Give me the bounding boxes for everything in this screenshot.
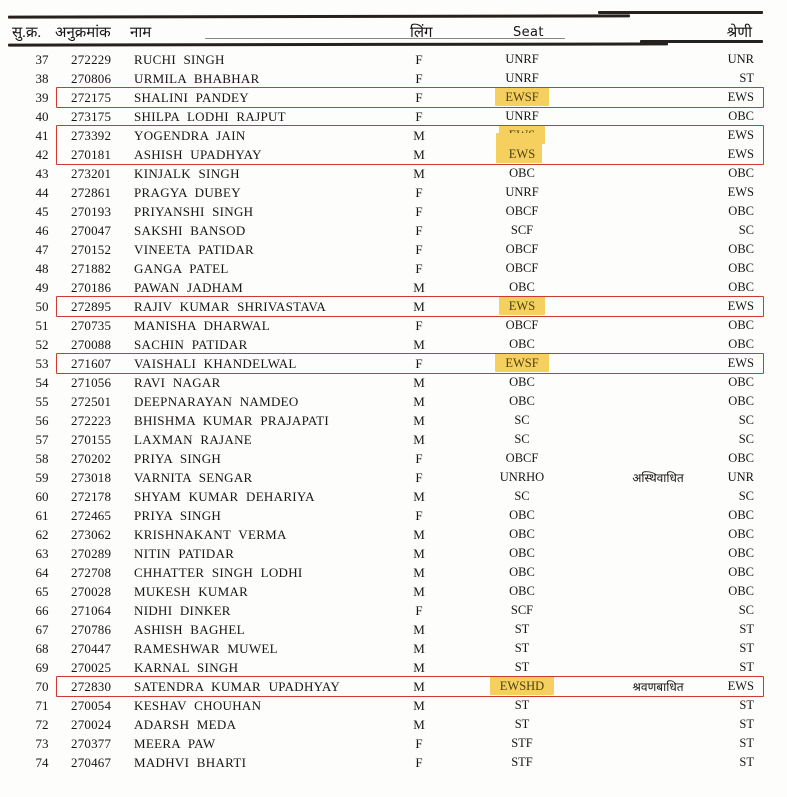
seat-cell: UNRF bbox=[505, 185, 539, 199]
remark-cell: श्रवणबाधित bbox=[632, 680, 684, 694]
table-row bbox=[0, 88, 787, 107]
seat-cell: STF bbox=[511, 736, 533, 750]
gender-cell: F bbox=[415, 450, 423, 466]
roll-cell: 270289 bbox=[71, 545, 112, 561]
name-cell: MUKESH KUMAR bbox=[134, 583, 249, 599]
serial-cell: 64 bbox=[35, 564, 49, 580]
seat-cell: OBCF bbox=[505, 451, 539, 465]
roll-cell: 270186 bbox=[71, 279, 112, 295]
serial-cell: 69 bbox=[35, 659, 49, 675]
seat-cell: ST bbox=[514, 698, 530, 712]
table-row bbox=[0, 468, 787, 487]
category-cell: OBC bbox=[728, 565, 754, 579]
seat-cell: OBC bbox=[509, 546, 535, 560]
table-row bbox=[0, 373, 787, 392]
name-cell: KARNAL SINGH bbox=[134, 659, 239, 675]
roll-cell: 270193 bbox=[71, 203, 112, 219]
seat-cell: UNRF bbox=[505, 52, 539, 66]
gender-cell: M bbox=[413, 393, 425, 409]
serial-cell: 53 bbox=[35, 355, 49, 371]
table-row bbox=[0, 544, 787, 563]
remark-cell: अस्थिवाधित bbox=[632, 471, 684, 485]
roll-cell: 270377 bbox=[71, 735, 112, 751]
serial-cell: 40 bbox=[35, 108, 49, 124]
gender-cell: F bbox=[415, 222, 423, 238]
name-cell: YOGENDRA JAIN bbox=[134, 127, 246, 143]
serial-cell: 57 bbox=[35, 431, 49, 447]
name-cell: PRIYA SINGH bbox=[134, 507, 222, 523]
roll-cell: 272175 bbox=[71, 89, 112, 105]
table-row bbox=[0, 753, 787, 772]
seat-value-highlight: EWS bbox=[508, 299, 536, 313]
category-cell: EWS bbox=[727, 185, 754, 199]
table-row bbox=[0, 582, 787, 601]
name-cell: SATENDRA KUMAR UPADHYAY bbox=[134, 678, 341, 694]
name-cell: MADHVI BHARTI bbox=[134, 754, 247, 770]
roll-cell: 272861 bbox=[71, 184, 112, 200]
roll-cell: 270024 bbox=[71, 716, 112, 732]
category-cell: OBC bbox=[728, 109, 754, 123]
roll-cell: 271607 bbox=[71, 355, 112, 371]
seat-value-highlight: EWS bbox=[508, 147, 536, 161]
gender-cell: M bbox=[413, 298, 425, 314]
roll-cell: 272708 bbox=[71, 564, 112, 580]
serial-cell: 72 bbox=[35, 716, 49, 732]
roll-cell: 270735 bbox=[71, 317, 112, 333]
seat-cell: OBC bbox=[509, 375, 535, 389]
table-row bbox=[0, 221, 787, 240]
seat-cell: UNRF bbox=[505, 71, 539, 85]
gender-cell: F bbox=[415, 355, 423, 371]
name-cell: SACHIN PATIDAR bbox=[134, 336, 248, 352]
roll-cell: 273175 bbox=[71, 108, 112, 124]
serial-cell: 67 bbox=[35, 621, 49, 637]
table-row bbox=[0, 430, 787, 449]
gender-cell: F bbox=[415, 602, 423, 618]
serial-cell: 59 bbox=[35, 469, 49, 485]
table-row bbox=[0, 164, 787, 183]
seat-cell: OBCF bbox=[505, 318, 539, 332]
table-row bbox=[0, 392, 787, 411]
name-cell: PAWAN JADHAM bbox=[134, 279, 244, 295]
seat-cell: OBC bbox=[509, 565, 535, 579]
roll-cell: 270202 bbox=[71, 450, 112, 466]
roll-cell: 271056 bbox=[71, 374, 112, 390]
serial-cell: 63 bbox=[35, 545, 49, 561]
table-row bbox=[0, 259, 787, 278]
table-row bbox=[0, 696, 787, 715]
serial-cell: 52 bbox=[35, 336, 49, 352]
roll-cell: 273201 bbox=[71, 165, 112, 181]
serial-cell: 55 bbox=[35, 393, 49, 409]
table-row bbox=[0, 240, 787, 259]
serial-cell: 74 bbox=[35, 754, 49, 770]
category-cell: UNR bbox=[727, 470, 754, 484]
name-cell: SHALINI PANDEY bbox=[134, 89, 249, 105]
category-cell: ST bbox=[739, 755, 754, 769]
gender-cell: M bbox=[413, 697, 425, 713]
roll-cell: 270152 bbox=[71, 241, 112, 257]
category-cell: OBC bbox=[728, 337, 754, 351]
gender-cell: M bbox=[413, 583, 425, 599]
gender-cell: F bbox=[415, 507, 423, 523]
serial-cell: 54 bbox=[35, 374, 49, 390]
category-cell: ST bbox=[739, 71, 754, 85]
seat-cell: OBC bbox=[509, 527, 535, 541]
name-cell: ASHISH BAGHEL bbox=[134, 621, 245, 637]
seat-cell: OBC bbox=[509, 508, 535, 522]
category-cell: UNR bbox=[727, 52, 754, 66]
roll-cell: 272229 bbox=[71, 51, 112, 67]
category-cell: EWS bbox=[727, 128, 754, 142]
seat-cell: SC bbox=[514, 489, 530, 503]
table-row bbox=[0, 487, 787, 506]
category-cell: SC bbox=[738, 489, 754, 503]
gender-cell: F bbox=[415, 317, 423, 333]
table-row bbox=[0, 715, 787, 734]
category-cell: OBC bbox=[728, 166, 754, 180]
serial-cell: 56 bbox=[35, 412, 49, 428]
seat-cell bbox=[449, 679, 579, 694]
roll-cell: 270786 bbox=[71, 621, 112, 637]
name-cell: NIDHI DINKER bbox=[134, 602, 231, 618]
table-row bbox=[0, 734, 787, 753]
table-row bbox=[0, 126, 787, 145]
gender-cell: F bbox=[415, 754, 423, 770]
gender-cell: M bbox=[413, 431, 425, 447]
serial-cell: 39 bbox=[35, 89, 49, 105]
gender-cell: M bbox=[413, 659, 425, 675]
name-cell: RAMESHWAR MUWEL bbox=[134, 640, 278, 656]
table-row bbox=[0, 107, 787, 126]
gender-cell: F bbox=[415, 469, 423, 485]
seat-value-highlight: EWSHD bbox=[499, 679, 545, 693]
roll-cell: 273018 bbox=[71, 469, 112, 485]
serial-cell: 48 bbox=[35, 260, 49, 276]
name-cell: MEERA PAW bbox=[134, 735, 216, 751]
roll-cell: 270028 bbox=[71, 583, 112, 599]
name-cell: PRAGYA DUBEY bbox=[134, 184, 241, 200]
table-row bbox=[0, 316, 787, 335]
table-row bbox=[0, 335, 787, 354]
category-cell: OBC bbox=[728, 280, 754, 294]
gender-cell: M bbox=[413, 336, 425, 352]
serial-cell: 71 bbox=[35, 697, 49, 713]
category-cell: SC bbox=[738, 432, 754, 446]
column-header-roll-number: अनुक्रमांक bbox=[55, 25, 111, 41]
name-cell: VARNITA SENGAR bbox=[134, 469, 253, 485]
name-cell: ADARSH MEDA bbox=[134, 716, 237, 732]
header-bottom-rule-artifact bbox=[205, 38, 565, 39]
table-row bbox=[0, 525, 787, 544]
roll-cell: 270088 bbox=[71, 336, 112, 352]
table-row bbox=[0, 449, 787, 468]
serial-cell: 42 bbox=[35, 146, 49, 162]
roll-cell: 270806 bbox=[71, 70, 112, 86]
serial-cell: 37 bbox=[35, 51, 49, 67]
category-cell: OBC bbox=[728, 375, 754, 389]
table-top-rule-offset bbox=[598, 11, 763, 14]
seat-cell: STF bbox=[511, 755, 533, 769]
column-header-serial: सु.क्र. bbox=[12, 25, 42, 41]
table-row bbox=[0, 145, 787, 164]
seat-cell: ST bbox=[514, 660, 530, 674]
gender-cell: M bbox=[413, 165, 425, 181]
name-cell: LAXMAN RAJANE bbox=[134, 431, 253, 447]
seat-cell: OBC bbox=[509, 584, 535, 598]
serial-cell: 68 bbox=[35, 640, 49, 656]
category-cell: OBC bbox=[728, 242, 754, 256]
seat-cell bbox=[449, 356, 579, 371]
seat-cell bbox=[449, 147, 579, 162]
serial-cell: 62 bbox=[35, 526, 49, 542]
name-cell: BHISHMA KUMAR PRAJAPATI bbox=[134, 412, 330, 428]
roll-cell: 273392 bbox=[71, 127, 112, 143]
category-cell: ST bbox=[739, 660, 754, 674]
name-cell: PRIYA SINGH bbox=[134, 450, 222, 466]
table-row bbox=[0, 354, 787, 373]
serial-cell: 45 bbox=[35, 203, 49, 219]
roll-cell: 270047 bbox=[71, 222, 112, 238]
name-cell: URMILA BHABHAR bbox=[134, 70, 260, 86]
serial-cell: 60 bbox=[35, 488, 49, 504]
name-cell: CHHATTER SINGH LODHI bbox=[134, 564, 303, 580]
seat-cell: UNRF bbox=[505, 109, 539, 123]
roll-cell: 270447 bbox=[71, 640, 112, 656]
roll-cell: 272895 bbox=[71, 298, 112, 314]
seat-value-highlight: EWSF bbox=[505, 90, 539, 104]
category-cell: ST bbox=[739, 622, 754, 636]
name-cell: SAKSHI BANSOD bbox=[134, 222, 246, 238]
gender-cell: F bbox=[415, 108, 423, 124]
column-header-name: नाम bbox=[130, 25, 152, 41]
category-cell: SC bbox=[738, 603, 754, 617]
name-cell: KINJALK SINGH bbox=[134, 165, 240, 181]
table-row bbox=[0, 677, 787, 696]
seat-cell: SC bbox=[514, 413, 530, 427]
seat-value-highlight: EWSF bbox=[505, 356, 539, 370]
category-cell: EWS bbox=[727, 679, 754, 693]
column-header-gender: लिंग bbox=[410, 25, 433, 41]
category-cell: EWS bbox=[727, 147, 754, 161]
category-cell: OBC bbox=[728, 261, 754, 275]
category-cell: SC bbox=[738, 223, 754, 237]
roll-cell: 272830 bbox=[71, 678, 112, 694]
name-cell: ASHISH UPADHYAY bbox=[134, 146, 262, 162]
gender-cell: M bbox=[413, 716, 425, 732]
table-row bbox=[0, 506, 787, 525]
category-cell: ST bbox=[739, 641, 754, 655]
category-cell: ST bbox=[739, 717, 754, 731]
seat-cell: SC bbox=[514, 432, 530, 446]
seat-cell: SCF bbox=[510, 223, 534, 237]
serial-cell: 50 bbox=[35, 298, 49, 314]
gender-cell: F bbox=[415, 260, 423, 276]
gender-cell: F bbox=[415, 735, 423, 751]
category-cell: OBC bbox=[728, 584, 754, 598]
name-cell: VINEETA PATIDAR bbox=[134, 241, 255, 257]
serial-cell: 65 bbox=[35, 583, 49, 599]
table-row bbox=[0, 563, 787, 582]
table-row bbox=[0, 202, 787, 221]
roll-cell: 271882 bbox=[71, 260, 112, 276]
category-cell: EWS bbox=[727, 356, 754, 370]
serial-cell: 38 bbox=[35, 70, 49, 86]
name-cell: KESHAV CHOUHAN bbox=[134, 697, 262, 713]
gender-cell: M bbox=[413, 526, 425, 542]
gender-cell: F bbox=[415, 241, 423, 257]
gender-cell: F bbox=[415, 203, 423, 219]
table-row bbox=[0, 278, 787, 297]
table-row bbox=[0, 639, 787, 658]
name-cell: MANISHA DHARWAL bbox=[134, 317, 270, 333]
seat-cell: ST bbox=[514, 622, 530, 636]
gender-cell: F bbox=[415, 51, 423, 67]
table-row bbox=[0, 658, 787, 677]
category-cell: OBC bbox=[728, 204, 754, 218]
seat-cell: UNRHO bbox=[499, 470, 545, 484]
name-cell: NITIN PATIDAR bbox=[134, 545, 235, 561]
name-cell: RUCHI SINGH bbox=[134, 51, 225, 67]
gender-cell: F bbox=[415, 184, 423, 200]
gender-cell: M bbox=[413, 488, 425, 504]
roll-cell: 271064 bbox=[71, 602, 112, 618]
seat-cell: OBC bbox=[509, 166, 535, 180]
gender-cell: M bbox=[413, 146, 425, 162]
roll-cell: 270467 bbox=[71, 754, 112, 770]
serial-cell: 43 bbox=[35, 165, 49, 181]
seat-cell: OBC bbox=[509, 280, 535, 294]
gender-cell: M bbox=[413, 374, 425, 390]
roll-cell: 272178 bbox=[71, 488, 112, 504]
category-cell: OBC bbox=[728, 546, 754, 560]
category-cell: ST bbox=[739, 698, 754, 712]
seat-cell bbox=[449, 90, 579, 105]
gender-cell: M bbox=[413, 621, 425, 637]
roll-cell: 270025 bbox=[71, 659, 112, 675]
serial-cell: 61 bbox=[35, 507, 49, 523]
seat-cell: OBCF bbox=[505, 261, 539, 275]
gender-cell: F bbox=[415, 89, 423, 105]
name-cell: SHYAM KUMAR DEHARIYA bbox=[134, 488, 315, 504]
name-cell: PRIYANSHI SINGH bbox=[134, 203, 254, 219]
roll-cell: 272223 bbox=[71, 412, 112, 428]
gender-cell: M bbox=[413, 640, 425, 656]
roll-cell: 272465 bbox=[71, 507, 112, 523]
serial-cell: 41 bbox=[35, 127, 49, 143]
name-cell: RAJIV KUMAR SHRIVASTAVA bbox=[134, 298, 327, 314]
serial-cell: 66 bbox=[35, 602, 49, 618]
category-cell: EWS bbox=[727, 299, 754, 313]
table-row bbox=[0, 183, 787, 202]
category-cell: OBC bbox=[728, 318, 754, 332]
gender-cell: M bbox=[413, 279, 425, 295]
seat-cell bbox=[449, 299, 579, 314]
category-cell: EWS bbox=[727, 90, 754, 104]
table-row bbox=[0, 297, 787, 316]
serial-cell: 47 bbox=[35, 241, 49, 257]
name-cell: KRISHNAKANT VERMA bbox=[134, 526, 287, 542]
seat-cell: OBCF bbox=[505, 204, 539, 218]
category-cell: OBC bbox=[728, 451, 754, 465]
name-cell: SHILPA LODHI RAJPUT bbox=[134, 108, 286, 124]
table-row bbox=[0, 601, 787, 620]
serial-cell: 58 bbox=[35, 450, 49, 466]
category-cell: OBC bbox=[728, 527, 754, 541]
seat-cell: ST bbox=[514, 641, 530, 655]
roll-cell: 270181 bbox=[71, 146, 112, 162]
gender-cell: M bbox=[413, 564, 425, 580]
roll-cell: 270054 bbox=[71, 697, 112, 713]
column-header-seat: Seat bbox=[513, 25, 544, 40]
category-cell: OBC bbox=[728, 394, 754, 408]
name-cell: GANGA PATEL bbox=[134, 260, 229, 276]
seat-cell: ST bbox=[514, 717, 530, 731]
serial-cell: 51 bbox=[35, 317, 49, 333]
gender-cell: F bbox=[415, 70, 423, 86]
seat-cell: OBCF bbox=[505, 242, 539, 256]
table-row bbox=[0, 411, 787, 430]
table-row bbox=[0, 69, 787, 88]
roll-cell: 273062 bbox=[71, 526, 112, 542]
table-row bbox=[0, 50, 787, 69]
table-top-rule bbox=[8, 14, 630, 18]
serial-cell: 70 bbox=[35, 678, 49, 694]
serial-cell: 73 bbox=[35, 735, 49, 751]
roll-cell: 270155 bbox=[71, 431, 112, 447]
serial-cell: 44 bbox=[35, 184, 49, 200]
serial-cell: 49 bbox=[35, 279, 49, 295]
name-cell: DEEPNARAYAN NAMDEO bbox=[134, 393, 299, 409]
roll-cell: 272501 bbox=[71, 393, 112, 409]
serial-cell: 46 bbox=[35, 222, 49, 238]
seat-value-highlight: EWS bbox=[508, 128, 536, 142]
table-row bbox=[0, 620, 787, 639]
seat-cell: OBC bbox=[509, 337, 535, 351]
seat-cell: SCF bbox=[510, 603, 534, 617]
gender-cell: M bbox=[413, 412, 425, 428]
category-cell: OBC bbox=[728, 508, 754, 522]
gender-cell: M bbox=[413, 127, 425, 143]
seat-cell: OBC bbox=[509, 394, 535, 408]
category-cell: SC bbox=[738, 413, 754, 427]
table-body bbox=[0, 50, 787, 772]
column-header-category: श्रेणी bbox=[726, 25, 752, 41]
name-cell: RAVI NAGAR bbox=[134, 374, 221, 390]
name-cell: VAISHALI KHANDELWAL bbox=[134, 355, 297, 371]
gender-cell: M bbox=[413, 545, 425, 561]
gender-cell: M bbox=[413, 678, 425, 694]
category-cell: ST bbox=[739, 736, 754, 750]
